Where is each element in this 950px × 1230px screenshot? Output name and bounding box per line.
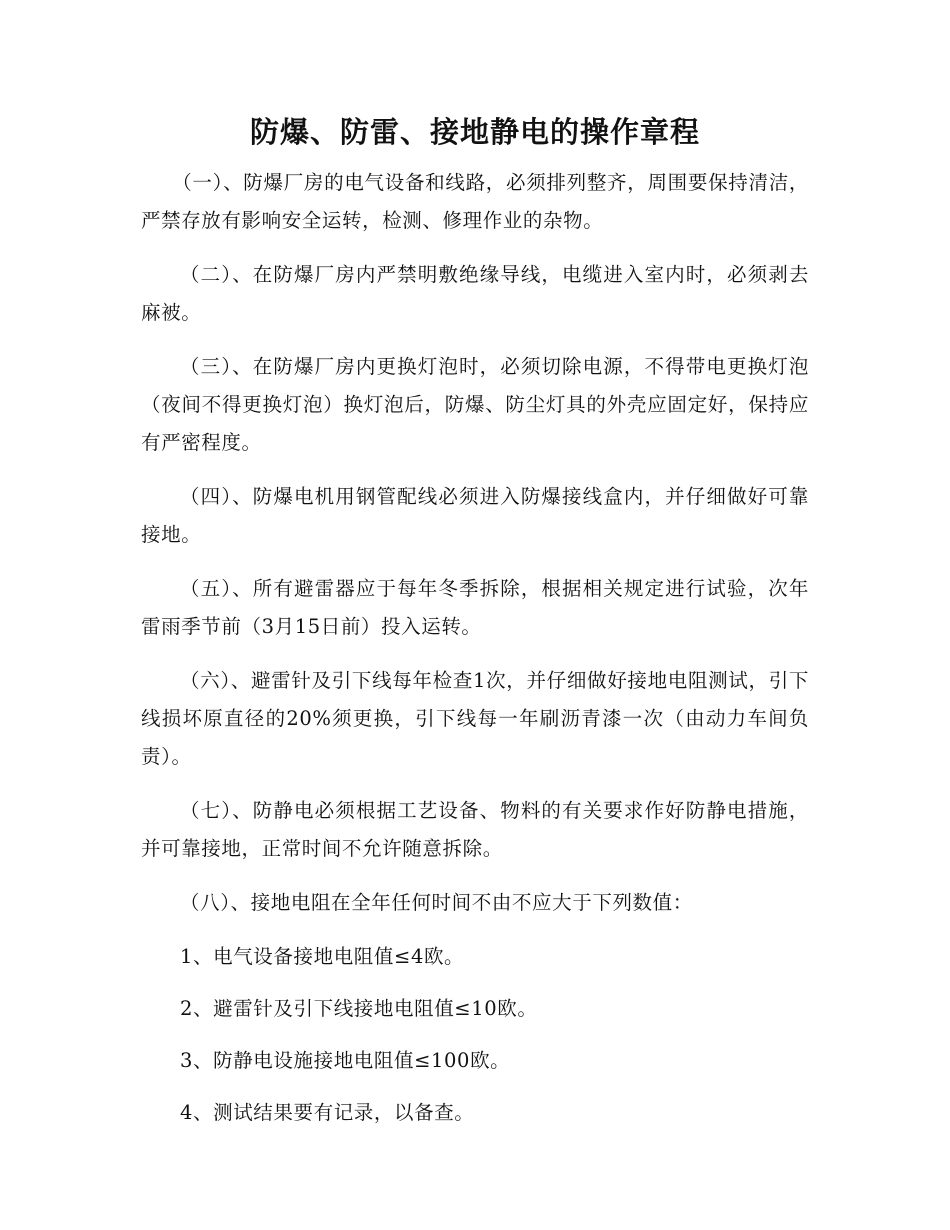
document-body <box>141 164 809 1146</box>
paragraph-6: （六）、避雷针及引下线每年检查1次，并仔细做好接地电阻测试，引下线损坏原直径的20%须更换，引下线每一年刷沥青漆一次（由动力车间负责）。 <box>141 669 809 768</box>
paragraph-5: （五）、所有避雷器应于每年冬季拆除，根据相关规定进行试验，次年雷雨季节前（3月15日前）投入运转。 <box>141 577 809 638</box>
document-title: 防爆、防雷、接地静电的操作章程 <box>249 115 700 149</box>
paragraph-3: （三）、在防爆厂房内更换灯泡时，必须切除电源，不得带电更换灯泡（夜间不得更换灯泡）换灯泡后，防爆、防尘灯具的外壳应固定好，保持应有严密程度。 <box>141 355 809 454</box>
list-item-3: 3、防静电设施接地电阻值≤100欧。 <box>180 1049 511 1072</box>
list-item-4: 4、测试结果要有记录，以备查。 <box>180 1101 475 1124</box>
paragraph-1: （一）、防爆厂房的电气设备和线路，必须排列整齐，周围要保持清洁，严禁存放有影响安全运转，检测、修理作业的杂物。 <box>141 171 809 232</box>
list-item-1: 1、电气设备接地电阻值≤4欧。 <box>180 945 465 968</box>
paragraph-4: （四）、防爆电机用钢管配线必须进入防爆接线盒内，并仔细做好可靠接地。 <box>141 485 809 546</box>
paragraph-7: （七）、防静电必须根据工艺设备、物料的有关要求作好防静电措施，并可靠接地，正常时间不允许随意拆除。 <box>141 799 809 860</box>
paragraph-8: （八）、接地电阻在全年任何时间不由不应大于下列数值： <box>180 891 693 914</box>
list-item-2: 2、避雷针及引下线接地电阻值≤10欧。 <box>180 997 538 1020</box>
paragraph-2: （二）、在防爆厂房内严禁明敷绝缘导线，电缆进入室内时，必须剥去麻被。 <box>141 263 809 324</box>
